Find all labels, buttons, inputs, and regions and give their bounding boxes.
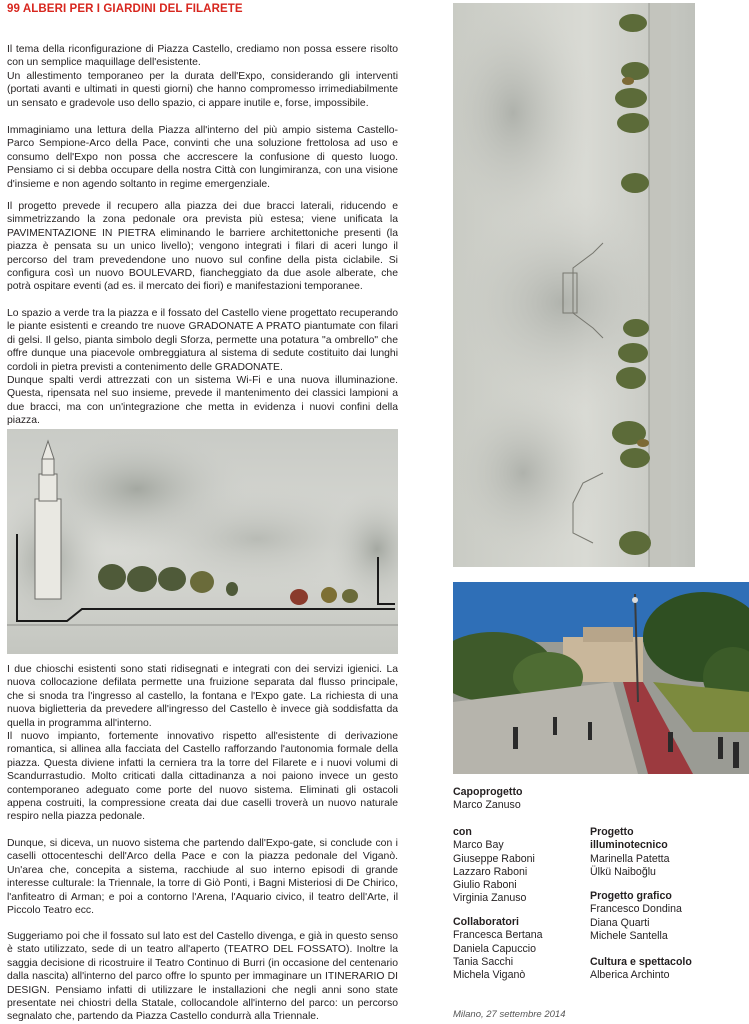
credit-heading: Progetto — [590, 826, 634, 838]
paragraph: Dunque spalti verdi attrezzati con un sistema Wi-Fi e una nuova illuminazione. Questa, ripensata nel suo insieme, prevede il mantenimento dei classici lampioni a due bracci, ma con un'integrazione che metta in evidenza i nuovi confini della piazza. — [7, 375, 398, 427]
credit-name: Alberica Archinto — [590, 969, 670, 982]
credit-name: Marinella Patetta — [590, 852, 670, 865]
paragraph: I due chioschi esistenti sono stati ridisegnati e integrati con dei servizi igienici. La nuova collocazione defilata permette una fruizione separata dal flusso principale, che si snoda tra l'ingresso al castello, la fontana e l'Expo gate. La richiesta di una nuova biglietteria da prevedere all'ingresso del Castello è invece già soddisfatta da quella in programma all'interno. — [7, 664, 398, 729]
paragraph: Suggeriamo poi che il fossato sul lato est del Castello divenga, e già in questo senso è stato utilizzato, sede di un teatro all'aperto (TEATRO DEL FOSSATO). Inoltre la saggia decisione di ricostruire il Teatro Continuo di Burri (in occasione del centenario dalla nascita) all'interno del parco offre lo spunto per immaginare un ITINERARIO DI DESIGN. Pensiamo infatti di utilizzare le installazioni che negli anni sono state presentate nei chiostri della Statale, collocandole all'interno del parco: un percorso segnalato che, partendo da Piazza Castello condurrà alla Triennale. — [7, 931, 398, 1023]
credit-heading: illuminotecnico — [590, 839, 668, 852]
credit-heading: Capoprogetto — [453, 786, 523, 798]
credits-left — [453, 786, 593, 813]
credits-cultura — [590, 956, 745, 983]
section-drawing — [7, 429, 398, 654]
credit-name: Francesca Bertana — [453, 929, 543, 942]
credits-con — [453, 826, 593, 906]
credits-collaboratori — [453, 916, 593, 982]
credit-heading: Collaboratori — [453, 916, 519, 928]
paragraph: Il nuovo impianto, fortemente innovativo rispetto all'esistente di derivazione romantica, si allinea alla facciata del Castello rafforzando l'autonomia formale della piazza. Questa diviene infatti la cerniera tra la torre del Filarete e i nuovi volumi di Scandurrastudio. Molto criticati dalla cittadinanza a noi paiono invece un gesto contemporaneo adeguato come porte del nuovo sistema. Eliminati gli ostacoli appena costruiti, la compressione creata dai due caselli troverà un nuovo naturale respiro nella piazza pedonale. — [7, 731, 398, 823]
paragraph: Immaginiamo una lettura della Piazza all'interno del più ampio sistema Castello-Parco Sempione-Arco della Pace, convinti che una soluzione frettolosa ad uso e consumo dell'Expo non possa che accrescere la confusione di questo luogo. Pensiamo ci si debba occupare della nostra Città con lungimiranza, con una visione d'insieme e non agendo soltanto in regime emergenziale. — [7, 125, 398, 190]
credit-name: Lazzaro Raboni — [453, 865, 528, 878]
credit-name: Marco Zanuso — [453, 799, 521, 812]
credit-heading: Cultura e spettacolo — [590, 956, 692, 968]
credit-name: Tania Sacchi — [453, 955, 514, 968]
credit-name: Francesco Dondina — [590, 903, 682, 916]
credit-heading: Progetto grafico — [590, 890, 672, 902]
paragraph: Il progetto prevede il recupero alla piazza dei due bracci laterali, riducendo e simmetrizzando la zona pedonale ora prevista più estesa; viene unificata la PAVIMENTAZIONE IN PIETRA eliminando le barriere architettoniche presenti (la piazza è pensata su un unico livello); vengono integrati i filari di aceri lungo il percorso del tram prevedendone uno nuovo sul confine della pista ciclabile. Si configura così un nuovo BOULEVARD, fiancheggiato da due asole alberate, che potrà ospitare eventi (ad es. il mercato dei fiori) e manifestazioni temporanee. — [7, 201, 398, 293]
date-line: Milano, 27 settembre 2014 — [453, 1009, 566, 1020]
paragraph: Un allestimento temporaneo per la durata dell'Expo, considerando gli interventi (portati avanti e ultimati in questi giorni) che hanno compromesso irrimediabilmente un sensato e gradevole uso dello spazio, ci appare inutile e, forse, impossibile. — [7, 71, 398, 109]
plan-drawing — [453, 3, 695, 567]
credit-name: Giulio Raboni — [453, 879, 517, 892]
credit-name: Daniela Capuccio — [453, 942, 537, 955]
credit-heading: con — [453, 826, 472, 838]
paragraph: Dunque, si diceva, un nuovo sistema che partendo dall'Expo-gate, si conclude con i caselli ottocenteschi dell'Arco della Pace e con la piazza pedonale del Viganò. Un'area che, concepita a sistema, racchiude al suo interno episodi di grande interesse culturale: la Triennale, la torre di Giò Ponti, i Bagni Misteriosi di De Chirico, l'anfiteatro di Arman; e poi a contorno l'Arena, l'Aquario civico, il teatro dell'Arte, il Piccolo Teatro ecc. — [7, 838, 398, 917]
credit-name: Marco Bay — [453, 839, 504, 852]
credit-name: Ülkü Naiboğlu — [590, 865, 656, 878]
page-title: 99 ALBERI PER I GIARDINI DEL FILARETE — [7, 3, 243, 15]
credit-name: Michela Viganò — [453, 969, 526, 982]
paragraph: Il tema della riconfigurazione di Piazza Castello, crediamo non possa essere risolto con un semplice maquillage dell'esistente. — [7, 44, 398, 69]
credit-name: Michele Santella — [590, 929, 668, 942]
street-rendering — [453, 582, 749, 774]
credits-illuminotecnico — [590, 826, 745, 879]
credit-name: Virginia Zanuso — [453, 892, 527, 905]
credit-name: Giuseppe Raboni — [453, 852, 535, 865]
paragraph: Lo spazio a verde tra la piazza e il fossato del Castello viene progettato recuperando le piante esistenti e creando tre nuove GRADONATE A PRATO piantumate con filari di gelsi. Il gelso, pianta simbolo degli Sforza, permette una potatura "a ombrello" che offre dunque una piacevole ombreggiatura al sistema di sedute costituito dai lunghi cordoli in pietra previsti a contenimento delle GRADONATE. — [7, 308, 398, 373]
credit-name: Diana Quarti — [590, 916, 650, 929]
credits-grafico — [590, 890, 745, 943]
